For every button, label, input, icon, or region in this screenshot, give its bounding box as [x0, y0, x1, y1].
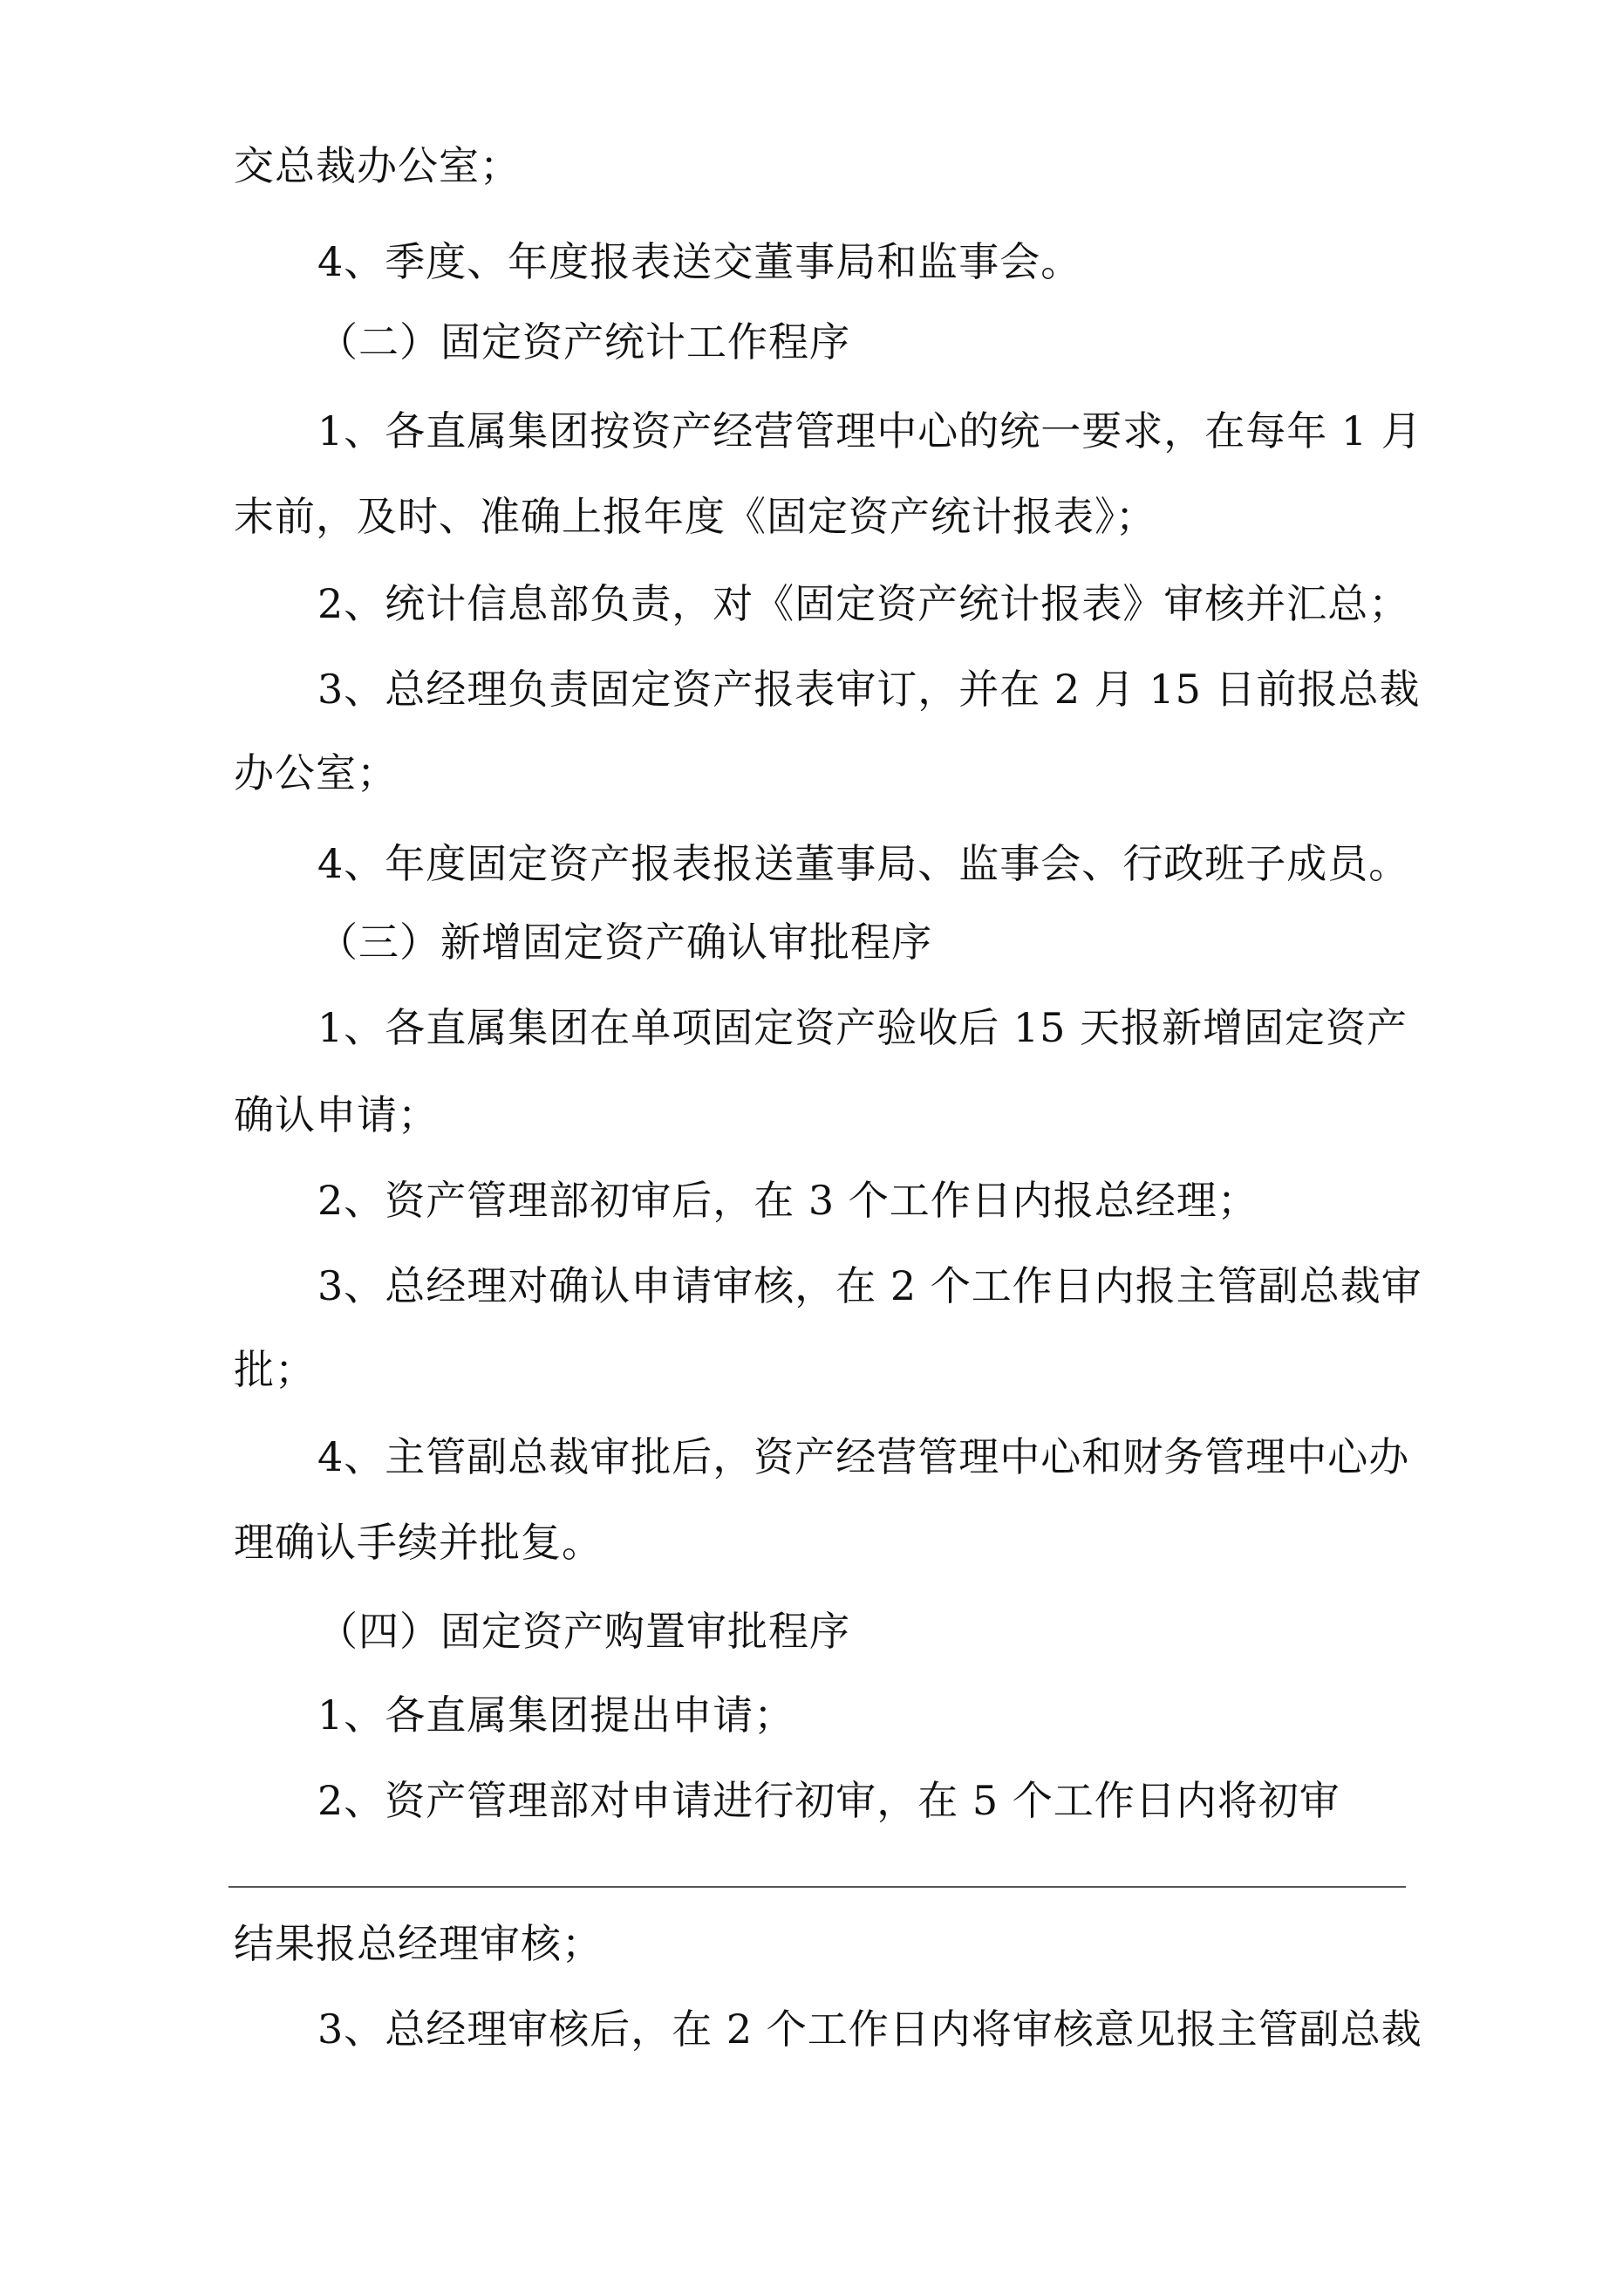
- text-line: 4、年度固定资产报表报送董事局、监事会、行政班子成员。: [317, 840, 1410, 887]
- text-line: 理确认手续并批复。: [234, 1519, 603, 1566]
- text-line: 1、各直属集团提出申请；: [317, 1691, 795, 1739]
- text-line: 确认申请；: [234, 1091, 439, 1138]
- text-line: 结果报总经理审核；: [234, 1920, 603, 1967]
- text-line: 办公室；: [234, 749, 398, 796]
- text-line: 末前，及时、准确上报年度《固定资产统计报表》；: [234, 493, 1156, 540]
- text-line: 2、资产管理部初审后，在 3 个工作日内报总经理；: [317, 1177, 1258, 1224]
- text-line: 2、统计信息部负责，对《固定资产统计报表》审核并汇总；: [317, 580, 1410, 627]
- section-heading: （二）固定资产统计工作程序: [317, 318, 850, 366]
- text-line: 批；: [234, 1346, 316, 1393]
- page-break-divider: [228, 1886, 1406, 1888]
- section-heading: （三）新增固定资产确认审批程序: [317, 919, 932, 966]
- text-line: 4、季度、年度报表送交董事局和监事会。: [317, 238, 1082, 285]
- section-heading: （四）固定资产购置审批程序: [317, 1608, 850, 1655]
- text-line: 4、主管副总裁审批后，资产经营管理中心和财务管理中心办: [317, 1433, 1410, 1480]
- text-line: 2、资产管理部对申请进行初审，在 5 个工作日内将初审: [317, 1777, 1340, 1824]
- text-line: 交总裁办公室；: [234, 142, 521, 189]
- text-line: 1、各直属集团在单项固定资产验收后 15 天报新增固定资产: [317, 1004, 1408, 1051]
- text-line: 3、总经理审核后，在 2 个工作日内将审核意见报主管副总裁: [317, 2006, 1422, 2053]
- text-line: 3、总经理负责固定资产报表审订，并在 2 月 15 日前报总裁: [317, 666, 1421, 713]
- text-line: 1、各直属集团按资产经营管理中心的统一要求，在每年 1 月: [317, 407, 1422, 454]
- text-line: 3、总经理对确认申请审核，在 2 个工作日内报主管副总裁审: [317, 1262, 1422, 1309]
